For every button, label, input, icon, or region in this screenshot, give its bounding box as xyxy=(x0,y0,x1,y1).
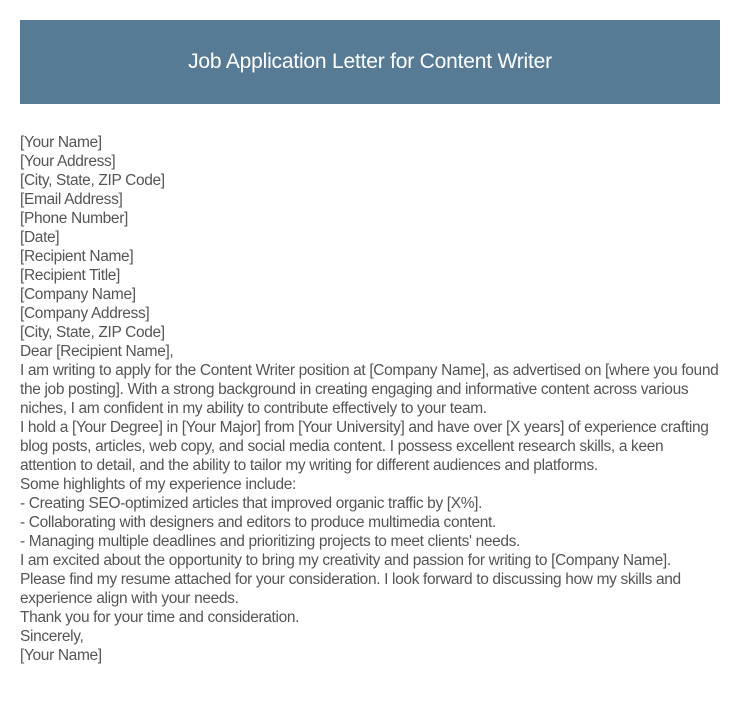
highlights-intro: Some highlights of my experience include: xyxy=(20,476,297,493)
highlights-list xyxy=(20,494,720,551)
recipient-address: [Company Address] xyxy=(20,305,150,322)
sender-phone: [Phone Number] xyxy=(20,210,128,227)
highlight-item: - Collaborating with designers and editors to produce multimedia content. xyxy=(20,514,496,531)
body-paragraph-1: I am writing to apply for the Content Writer position at [Company Name], as advertised on [where you found the job posting]. With a strong background in creating engaging and informative content across various niches, I am confident in my ability to contribute effectively to your team. xyxy=(20,362,719,417)
closing-paragraph: I am excited about the opportunity to bring my creativity and passion for writing to [Company Name]. Please find my resume attached for your consideration. I look forward to discussing how my skills and experience align with your needs. xyxy=(20,552,681,607)
recipient-company: [Company Name] xyxy=(20,286,136,303)
highlight-item: - Managing multiple deadlines and prioritizing projects to meet clients' needs. xyxy=(20,533,521,550)
recipient-block xyxy=(20,247,720,342)
letter-body xyxy=(20,133,720,665)
sender-name: [Your Name] xyxy=(20,134,102,151)
thanks-line: Thank you for your time and consideration. xyxy=(20,609,300,626)
sender-city-state-zip: [City, State, ZIP Code] xyxy=(20,172,165,189)
letter-date: [Date] xyxy=(20,229,60,246)
signature: [Your Name] xyxy=(20,647,102,664)
salutation: Dear [Recipient Name], xyxy=(20,343,174,360)
page-header xyxy=(20,20,720,104)
page-title: Job Application Letter for Content Writer xyxy=(188,50,552,73)
recipient-city-state-zip: [City, State, ZIP Code] xyxy=(20,324,165,341)
sender-block xyxy=(20,133,720,228)
recipient-title: [Recipient Title] xyxy=(20,267,121,284)
sender-address: [Your Address] xyxy=(20,153,116,170)
highlight-item: - Creating SEO-optimized articles that improved organic traffic by [X%]. xyxy=(20,495,483,512)
sender-email: [Email Address] xyxy=(20,191,123,208)
body-paragraph-2: I hold a [Your Degree] in [Your Major] from [Your University] and have over [X years] of experience crafting blog posts, articles, web copy, and social media content. I possess excellent research skills, a keen attention to detail, and the ability to tailor my writing for different audiences and platforms. xyxy=(20,419,709,474)
recipient-name: [Recipient Name] xyxy=(20,248,134,265)
signoff: Sincerely, xyxy=(20,628,84,645)
